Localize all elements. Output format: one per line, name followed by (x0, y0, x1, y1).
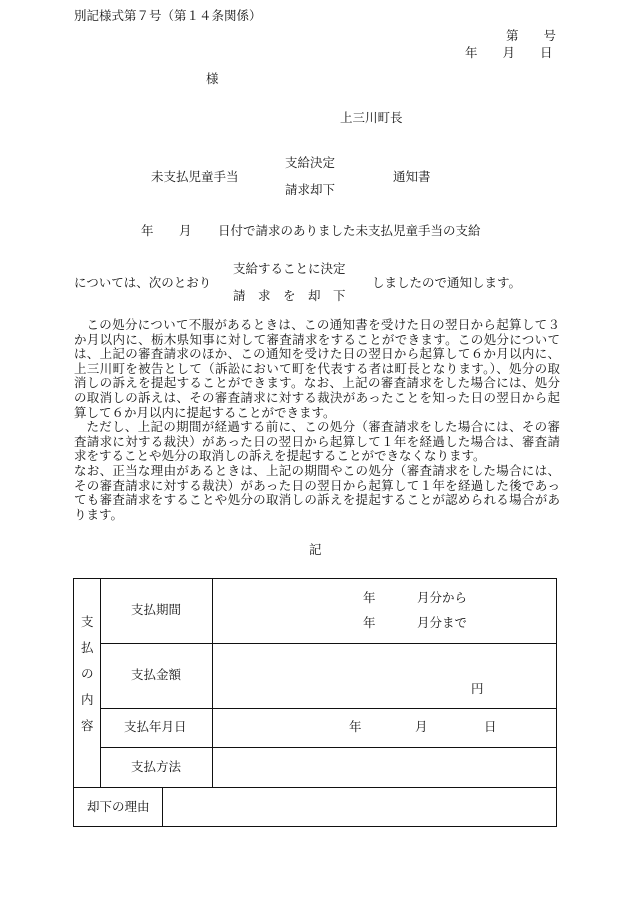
date-month: 月 (415, 719, 428, 734)
appeal-notice (74, 318, 560, 522)
method-label: 支払方法 (131, 759, 182, 774)
group-label-char: 容 (81, 718, 94, 733)
date-year: 年 (349, 719, 362, 734)
period-from-month: 月分から (417, 590, 468, 605)
title-doc-type: 通知書 (393, 169, 431, 184)
group-label-char: 支 (81, 614, 94, 629)
group-label-char: 内 (81, 692, 94, 707)
amount-unit: 円 (471, 681, 484, 696)
form-label: 別記様式第７号（第１４条関係） (74, 8, 262, 23)
date-label: 支払年月日 (124, 719, 187, 734)
document-number: 第 号 (506, 28, 557, 43)
title-option-reject: 請求却下 (285, 182, 336, 197)
issue-date: 年 月 日 (465, 45, 553, 60)
period-to-month: 月分まで (417, 615, 468, 630)
request-text: 日付で請求のありました未支払児童手当の支給 (218, 223, 481, 238)
decision-option-grant: 支給することに決定 (233, 261, 346, 276)
ki-heading: 記 (309, 542, 322, 557)
period-label: 支払期間 (131, 602, 182, 617)
request-year: 年 (141, 223, 154, 238)
group-label-char: の (81, 666, 94, 681)
period-from-year: 年 (363, 590, 376, 605)
appeal-paragraph-2: ただし、上記の期間が経過する前に、この処分（審査請求をした場合には、その審査請求に対する裁決）があった日の翌日から起算して１年を経過した場合は、審査請求をすることや処分の取消しの訴えを提起することができなくなります。 (74, 419, 560, 464)
request-month: 月 (179, 223, 192, 238)
reject-reason-label: 却下の理由 (87, 799, 150, 814)
decision-prefix: については、次のとおり (74, 275, 212, 290)
period-to-year: 年 (363, 615, 376, 630)
appeal-paragraph-1: この処分について不服があるときは、この通知書を受けた日の翌日から起算して３か月以内に、栃木県知事に対して審査請求をすることができます。この処分については、上記の審査請求のほか、この通知を受けた日の翌日から起算して６か月以内に、上三川町を被告として（訴訟において町を代表する者は町長となります。）、処分の取消しの訴えを提起することができます。なお、上記の審査請求をした場合には、処分の取消しの訴えは、その審査請求に対する裁決があったことを知った日の翌日から起算して６か月以内に提起することができます。 (74, 317, 560, 420)
date-day: 日 (484, 719, 497, 734)
decision-option-reject: 請 求 を 却 下 (233, 288, 346, 303)
addressee-honorific: 様 (206, 71, 219, 86)
title-subject: 未支払児童手当 (151, 169, 239, 184)
title-option-grant: 支給決定 (285, 155, 336, 170)
group-label-char: 払 (81, 640, 94, 655)
amount-label: 支払金額 (131, 667, 182, 682)
issuer-name: 上三川町長 (340, 110, 403, 125)
decision-suffix: しましたので通知します。 (372, 275, 522, 290)
appeal-paragraph-3: なお、正当な理由があるときは、上記の期間やこの処分（審査請求をした場合には、その審査請求に対する裁決）があった日の翌日から起算して１年を経過した後であっても審査請求をすることや処分の取消しの訴えを提起することが認められる場合があります。 (74, 462, 560, 522)
